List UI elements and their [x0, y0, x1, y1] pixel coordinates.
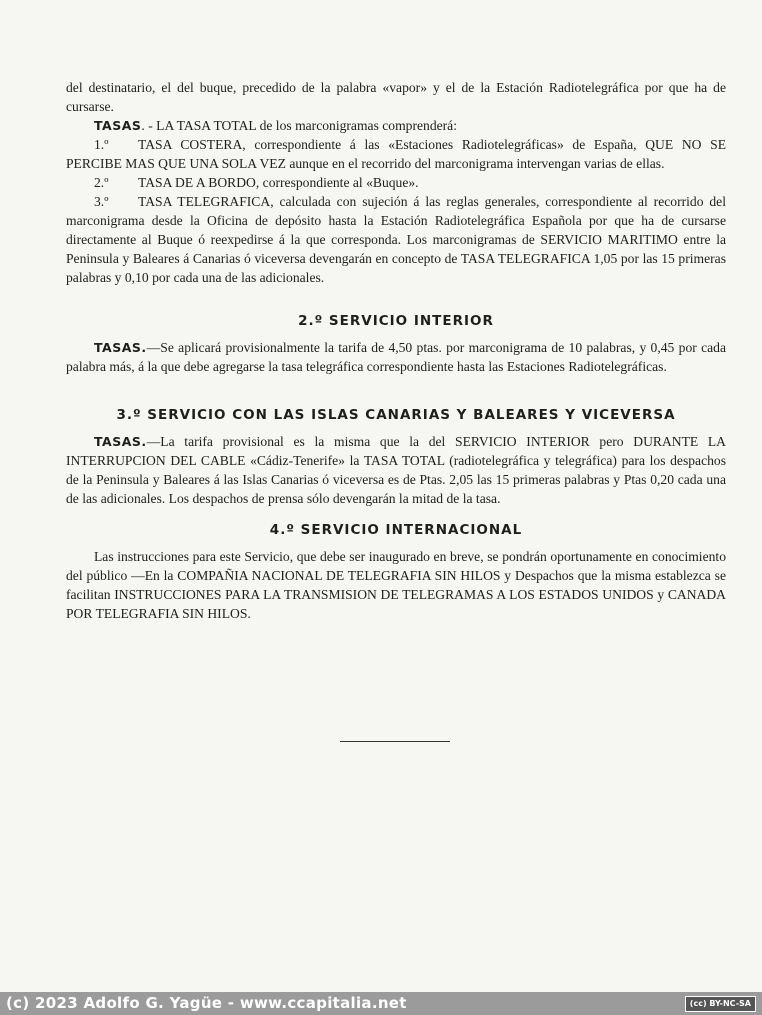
section-4-paragraph: Las instrucciones para este Servicio, que debe ser inaugurado en breve, se pondrán oportunamente en conocimiento del público —En la COMPAÑIA NACIONAL DE TELEGRAFIA SIN HILOS y Despachos que la misma establezca se facilitan INSTRUCCIONES PARA LA TRANSMISION DE TELEGRAMAS A LOS ESTADOS UNIDOS y CANADA POR TELEGRAFIA SIN HILOS. — [66, 549, 726, 621]
heading-servicio-interior: 2.º SERVICIO INTERIOR — [298, 313, 494, 329]
section-3-text: —La tarifa provisional es la misma que la del SERVICIO INTERIOR pero DURANTE LA INTERRUPCION DEL CABLE «Cádiz-Tenerife» la TASA TOTAL (radiotelegráfica y telegráfica) para los despachos de la Peninsula y Baleares á las Islas Canarias ó viceversa es de Ptas. 2,05 las 15 primeras palabras y Ptas 0,20 cada una de las adicionales. Los despachos de prensa sólo devengarán la mitad de la tasa. — [66, 434, 726, 506]
section-3-paragraph — [66, 432, 726, 508]
item-number: 3.º — [94, 194, 109, 209]
heading-servicio-internacional: 4.º SERVICIO INTERNACIONAL — [269, 522, 523, 538]
item-number: 1.º — [94, 137, 109, 152]
item-text: TASA COSTERA, correspondiente á las «Estaciones Radiotelegráficas» de España, QUE NO SE PERCIBE MAS QUE UNA SOLA VEZ aunque en el recorrido del marconigrama intervengan varias de ellas. — [66, 137, 726, 171]
item-number: 2.º — [94, 175, 109, 190]
tasas-lead-text: . - LA TASA TOTAL de los marconigramas comprenderá: — [141, 118, 457, 133]
footer-bar — [0, 992, 762, 1015]
section-4-body — [66, 547, 726, 623]
tasas-lead — [66, 116, 726, 135]
section-1-tasas — [66, 116, 726, 287]
item-text: TASA DE A BORDO, correspondiente al «Buque». — [138, 175, 419, 190]
tasa-item-3 — [66, 192, 726, 287]
tasas-keyword: TASAS — [94, 118, 142, 133]
tasas-keyword: TASAS. — [94, 340, 147, 355]
intro-paragraph — [66, 78, 726, 116]
tasa-item-2 — [66, 173, 726, 192]
heading-servicio-canarias-baleares: 3.º SERVICIO CON LAS ISLAS CANARIAS Y BALEARES Y VICEVERSA — [116, 407, 676, 423]
license-badge-icon: (cc) BY-NC-SA — [685, 996, 756, 1012]
tasa-item-1 — [66, 135, 726, 173]
tasas-keyword: TASAS. — [94, 434, 147, 449]
section-2-body — [66, 338, 726, 376]
item-text: TASA TELEGRAFICA, calculada con sujeción á las reglas generales, correspondiente al recorrido del marconigrama desde la Oficina de depósito hasta la Estación Radiotelegráfica Española por que ha de cursarse directamente al Buque ó reexpedirse á la que corresponda. Los marconigramas de SERVICIO MARITIMO entre la Peninsula y Baleares á Canarias ó viceversa devengarán en concepto de TASA TELEGRAFICA 1,05 por las 15 primeras palabras y 0,10 por cada una de las adicionales. — [66, 194, 726, 285]
section-2-paragraph — [66, 338, 726, 376]
section-3-body — [66, 432, 726, 508]
copyright-credit: (c) 2023 Adolfo G. Yagüe - www.ccapitalia.net — [6, 994, 407, 1012]
section-2-text: —Se aplicará provisionalmente la tarifa de 4,50 ptas. por marconigrama de 10 palabras, y 0,45 por cada palabra más, á la que debe agregarse la tasa telegráfica correspondiente hasta las Estaciones Radiotelegráficas. — [66, 340, 726, 374]
intro-text: del destinatario, el del buque, precedido de la palabra «vapor» y el de la Estación Radiotelegráfica por que ha de cursarse. — [66, 80, 726, 114]
closing-divider — [340, 741, 450, 742]
